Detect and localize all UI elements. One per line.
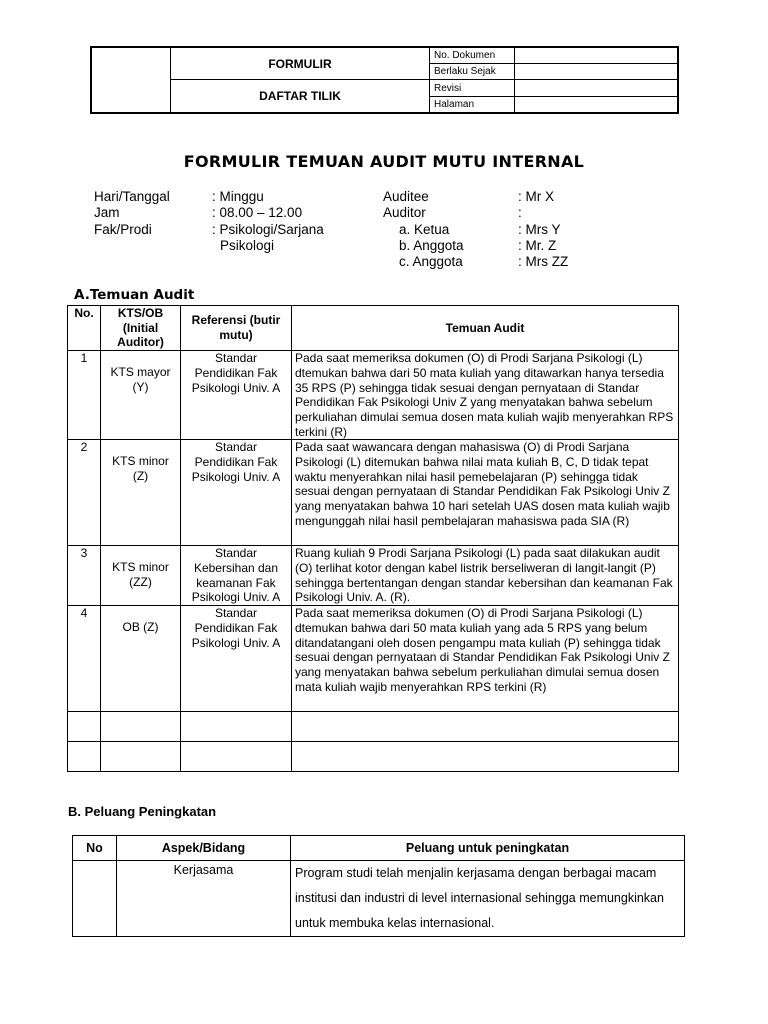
table-row: [68, 606, 679, 712]
info-left-values: [212, 189, 324, 254]
row-kts: OB (Z): [101, 606, 181, 712]
row-temuan: Pada saat wawancara dengan mahasiswa (O) di Prodi Sarjana Psikologi (L) ditemukan bahwa nilai mata kuliah B, C, D tidak tepat waktu menyerahkan nilai hasil pemebelajaran (P) sehingga tidak sesuai dengan pernyataan di Standar Pendidikan Fak Psikologi Univ Z yang menyatakan bahwa 10 hari setelah UAS dosen mata kuliah wajib mengunggah nilai hasil pembelajaran mahasiswa pada SIA (R): [292, 440, 679, 546]
info-value-anggota-c: : Mrs ZZ: [518, 254, 569, 270]
document-header-table: [90, 46, 679, 114]
temuan-audit-table: [67, 305, 679, 772]
info-value-fakprodi: : Psikologi/Sarjana: [212, 221, 324, 237]
row-kts: KTS minor (Z): [101, 440, 181, 546]
row-temuan: Ruang kuliah 9 Prodi Sarjana Psikologi (L) pada saat dilakukan audit (O) terlihat kotor dengan kabel listrik berseliweran di langit-langit (P) sehingga bertentangan dengan standar kebersihan dan keamanan Fak Psikologi Univ. A. (R).: [292, 546, 679, 606]
col-header-kts: KTS/OB (Initial Auditor): [101, 306, 181, 351]
info-label-ketua: a. Ketua: [399, 221, 450, 237]
info-value-anggota-b: : Mr. Z: [518, 237, 557, 253]
row-no: 2: [68, 440, 101, 546]
section-b-heading: B. Peluang Peningkatan: [68, 804, 217, 819]
row-referensi: Standar Pendidikan Fak Psikologi Univ. A: [181, 440, 292, 546]
row-no: 4: [68, 606, 101, 712]
row-no: [73, 861, 117, 937]
table-header-row: [68, 306, 679, 351]
info-value-ketua: : Mrs Y: [518, 221, 561, 237]
row-kts: KTS minor (ZZ): [101, 546, 181, 606]
col-header-peluang: Peluang untuk peningkatan: [291, 836, 685, 861]
section-a-heading: A.Temuan Audit: [74, 287, 195, 303]
page-title: FORMULIR TEMUAN AUDIT MUTU INTERNAL: [183, 152, 585, 171]
header-revisi: Revisi: [430, 80, 515, 96]
info-left-labels: [94, 189, 170, 238]
info-label-anggota-b: b. Anggota: [399, 237, 464, 253]
logo-cell: [91, 47, 171, 113]
peluang-table: [72, 835, 685, 937]
col-header-no: No: [73, 836, 117, 861]
header-no-dokumen: No. Dokumen: [430, 47, 515, 64]
info-value-fakprodi-cont: Psikologi: [220, 237, 275, 253]
table-row: [68, 351, 679, 440]
info-label-fakprodi: Fak/Prodi: [94, 221, 152, 237]
header-no-dokumen-value: [515, 47, 679, 64]
header-berlaku-sejak-value: [515, 64, 679, 80]
info-value-jam: : 08.00 – 12.00: [212, 205, 303, 221]
row-referensi: Standar Kebersihan dan keamanan Fak Psikologi Univ. A: [181, 546, 292, 606]
row-referensi: Standar Pendidikan Fak Psikologi Univ. A: [181, 351, 292, 440]
row-no: 1: [68, 351, 101, 440]
info-label-hari: Hari/Tanggal: [94, 189, 170, 204]
header-halaman: Halaman: [430, 96, 515, 113]
table-row: [68, 440, 679, 546]
row-temuan: Pada saat memeriksa dokumen (O) di Prodi Sarjana Psikologi (L) dtemukan bahwa dari 50 mata kuliah yang ditawarkan hanya tersedia 35 RPS (P) sehingga tidak sesuai dengan pernyataan di Standar Pendidikan Fak Psikologi Univ Z yang menyatakan bahwa sebelum perkuliahan dimulai semua dosen mata kuliah wajib menyerahkan RPS terkini (R): [292, 351, 679, 440]
row-referensi: Standar Pendidikan Fak Psikologi Univ. A: [181, 606, 292, 712]
col-header-no: No.: [68, 306, 101, 351]
col-header-temuan: Temuan Audit: [292, 306, 679, 351]
info-value-auditee: : Mr X: [518, 189, 554, 204]
info-value-hari: : Minggu: [212, 189, 264, 204]
info-label-anggota-c: c. Anggota: [399, 254, 463, 270]
info-value-auditor: :: [518, 205, 522, 221]
row-kts: KTS mayor (Y): [101, 351, 181, 440]
header-daftar-tilik: DAFTAR TILIK: [171, 80, 430, 113]
info-label-jam: Jam: [94, 205, 120, 221]
row-temuan: Pada saat memeriksa dokumen (O) di Prodi Sarjana Psikologi (L) dtemukan bahwa dari 50 mata kuliah yang ada 5 RPS yang belum ditandatangani oleh dosen pengampu mata kuliah (P) sehingga tidak sesuai dengan pernyataan di Standar Pendidikan Fak Psikologi Univ Z yang menyatakan bahwa sebelum perkuliahan dimulai semua dosen mata kuliah wajib menyerahkan RPS terkini (R): [292, 606, 679, 712]
header-berlaku-sejak: Berlaku Sejak: [430, 64, 515, 80]
row-peluang: Program studi telah menjalin kerjasama dengan berbagai macam institusi dan industri di level internasional sehingga memungkinkan untuk membuka kelas internasional.: [291, 861, 685, 937]
header-formulir: FORMULIR: [171, 47, 430, 80]
info-right-labels: [383, 189, 464, 270]
row-no: 3: [68, 546, 101, 606]
header-revisi-value: [515, 80, 679, 96]
row-aspek: Kerjasama: [117, 861, 291, 937]
table-row-empty: [68, 742, 679, 772]
info-right-values: [518, 189, 568, 270]
col-header-aspek: Aspek/Bidang: [117, 836, 291, 861]
table-row: [68, 546, 679, 606]
info-label-auditor: Auditor: [383, 205, 426, 221]
table-row-empty: [68, 712, 679, 742]
info-label-auditee: Auditee: [383, 189, 429, 204]
table-row: [73, 861, 685, 937]
header-halaman-value: [515, 96, 679, 113]
table-header-row: [73, 836, 685, 861]
col-header-referensi: Referensi (butir mutu): [181, 306, 292, 351]
